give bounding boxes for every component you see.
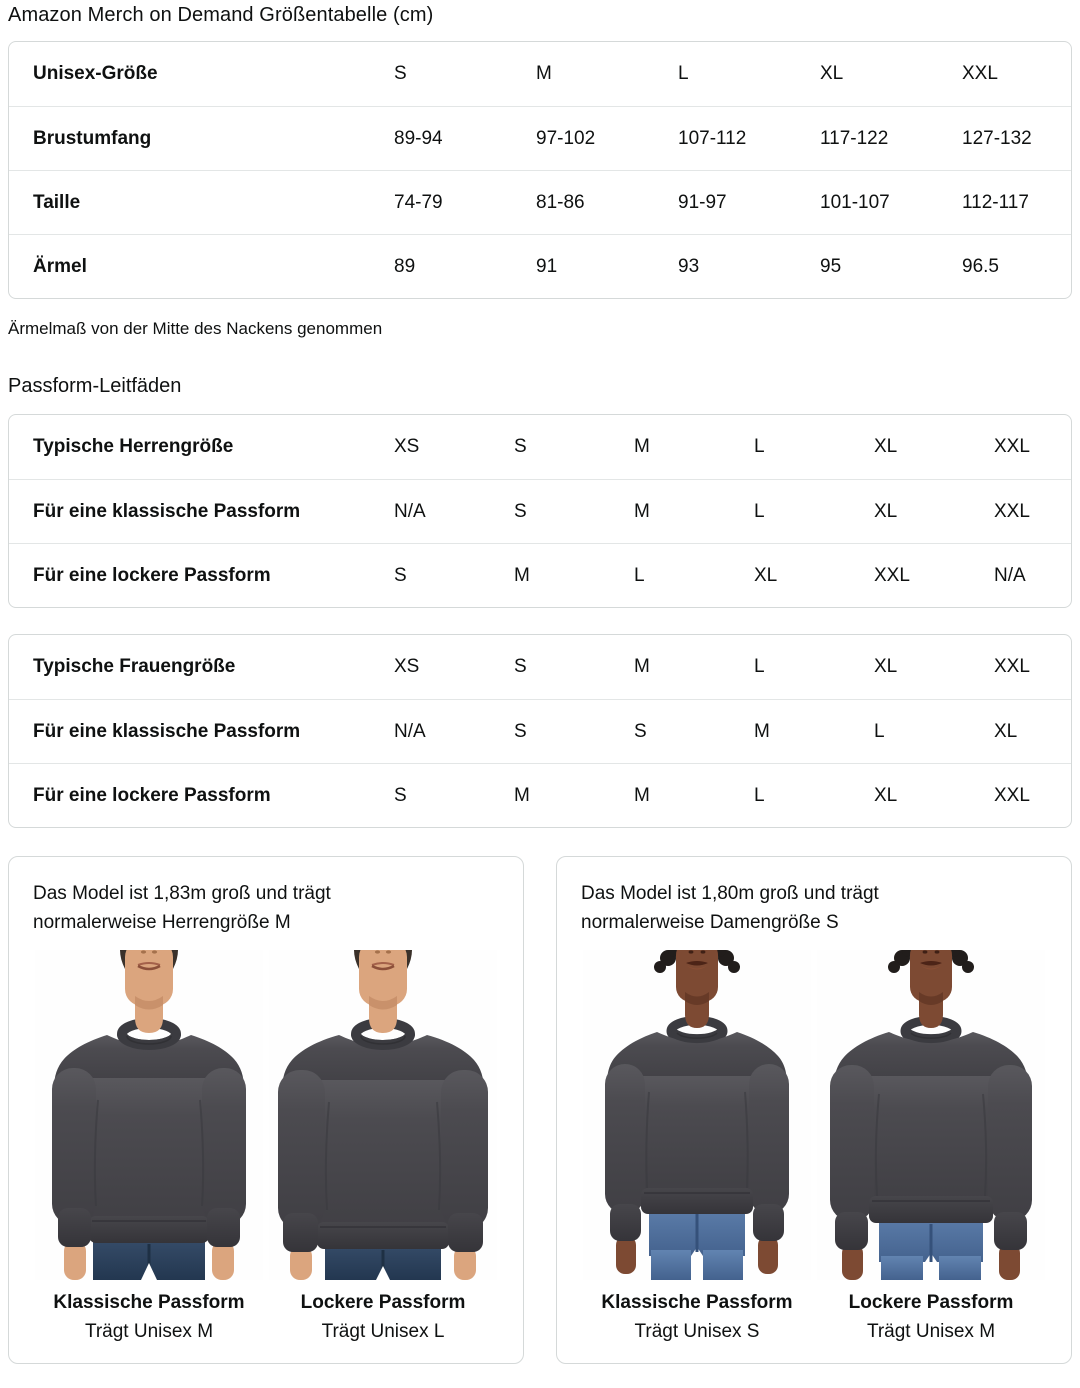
cell-value: N/A xyxy=(994,564,1026,586)
table-row xyxy=(9,635,1071,699)
table-row xyxy=(9,42,1071,106)
photo-female-loose xyxy=(817,950,1045,1343)
table-row xyxy=(9,699,1071,763)
cell-value: XXL xyxy=(994,436,1030,457)
cell-value: XL xyxy=(874,436,898,457)
sweatshirt xyxy=(278,1035,488,1236)
cell-value: S xyxy=(514,720,527,742)
fit-guides-heading: Passform-Leitfäden xyxy=(8,375,182,397)
cell-value: 91-97 xyxy=(678,191,727,213)
photo-male-loose xyxy=(269,950,497,1343)
size-label: Trägt Unisex M xyxy=(866,1320,996,1342)
cell-value: S xyxy=(514,656,527,677)
sleeve-measure-note: Ärmelmaß von der Mitte des Nackens genommen xyxy=(8,319,383,338)
table-row xyxy=(9,170,1071,234)
row-label: Ärmel xyxy=(33,255,87,277)
fit-label: Lockere Passform xyxy=(848,1291,1014,1313)
row-label: Für eine klassische Passform xyxy=(33,500,301,522)
cell-value: XL xyxy=(874,656,898,677)
size-label: Trägt Unisex L xyxy=(321,1320,445,1342)
cell-value: M xyxy=(754,720,770,742)
fit-label: Klassische Passform xyxy=(601,1291,793,1313)
row-label: Typische Frauengröße xyxy=(33,656,236,677)
table-row xyxy=(9,106,1071,170)
cell-value: 96.5 xyxy=(962,255,999,277)
cell-value: 117-122 xyxy=(820,127,889,149)
cell-value: 89-94 xyxy=(394,127,443,149)
row-label: Brustumfang xyxy=(33,127,152,149)
cell-value: 127-132 xyxy=(962,127,1032,149)
female-model-card xyxy=(556,856,1072,1364)
cell-value: S xyxy=(514,436,527,457)
fit-label: Lockere Passform xyxy=(300,1291,466,1313)
cell-value: XL xyxy=(754,564,778,586)
cell-value: XL xyxy=(994,720,1018,742)
cell-value: 112-117 xyxy=(962,191,1029,213)
sweatshirt xyxy=(52,1035,246,1230)
table-row xyxy=(9,543,1071,607)
cell-value: 89 xyxy=(394,255,416,277)
page-title: Amazon Merch on Demand Größentabelle (cm) xyxy=(8,4,434,26)
row-label: Unisex-Größe xyxy=(33,63,158,84)
cell-value: L xyxy=(678,63,689,84)
cell-value: S xyxy=(514,500,527,522)
table-row xyxy=(9,234,1071,298)
cell-value: N/A xyxy=(394,500,426,522)
cell-value: M xyxy=(634,436,650,457)
cell-value: XXL xyxy=(962,63,998,84)
table-row xyxy=(9,763,1071,827)
row-label: Für eine lockere Passform xyxy=(33,564,271,586)
table-row xyxy=(9,479,1071,543)
cell-value: M xyxy=(514,564,530,586)
cell-value: XXL xyxy=(874,564,910,586)
cell-value: L xyxy=(874,720,885,742)
photo-male-classic xyxy=(35,950,263,1343)
table-row xyxy=(9,415,1071,479)
row-label: Typische Herrengröße xyxy=(33,436,234,457)
cell-value: S xyxy=(394,564,407,586)
cell-value: XXL xyxy=(994,656,1030,677)
model-caption: Das Model ist 1,83m groß und trägt normalerweise Herrengröße M xyxy=(33,883,331,934)
cell-value: L xyxy=(754,436,765,457)
cell-value: S xyxy=(394,784,407,806)
photo-row xyxy=(581,950,1047,1343)
cell-value: XXL xyxy=(994,784,1030,806)
cell-value: XL xyxy=(874,784,898,806)
men-fit-table xyxy=(8,414,1072,608)
cell-value: XS xyxy=(394,436,420,457)
cell-value: 107-112 xyxy=(678,127,747,149)
cell-value: S xyxy=(634,720,647,742)
cell-value: M xyxy=(634,500,650,522)
cell-value: S xyxy=(394,63,407,84)
cell-value: 74-79 xyxy=(394,191,443,213)
model-caption: Das Model ist 1,80m groß und trägt normalerweise Damengröße S xyxy=(581,883,879,934)
size-label: Trägt Unisex S xyxy=(634,1320,760,1342)
cell-value: M xyxy=(634,656,650,677)
cell-value: M xyxy=(514,784,530,806)
cell-value: L xyxy=(754,656,765,677)
cell-value: XXL xyxy=(994,500,1030,522)
model-cards xyxy=(8,856,1072,1364)
fit-label: Klassische Passform xyxy=(53,1291,245,1313)
cell-value: L xyxy=(754,500,765,522)
cell-value: 95 xyxy=(820,255,842,277)
cell-value: L xyxy=(754,784,765,806)
cell-value: 91 xyxy=(536,255,558,277)
cell-value: 97-102 xyxy=(536,127,596,149)
unisex-size-table xyxy=(8,41,1072,299)
women-fit-table xyxy=(8,634,1072,828)
cell-value: N/A xyxy=(394,720,426,742)
size-label: Trägt Unisex M xyxy=(84,1320,214,1342)
male-classic-fit-photo xyxy=(35,950,263,1280)
cell-value: L xyxy=(634,564,645,586)
cell-value: 81-86 xyxy=(536,191,585,213)
female-loose-fit-photo xyxy=(817,950,1045,1280)
row-label: Für eine klassische Passform xyxy=(33,720,301,742)
sweatshirt xyxy=(605,1032,789,1214)
male-loose-fit-photo xyxy=(269,950,497,1280)
photo-female-classic xyxy=(583,950,811,1343)
row-label: Taille xyxy=(33,191,81,213)
cell-value: XL xyxy=(820,63,844,84)
cell-value: 93 xyxy=(678,255,700,277)
cell-value: M xyxy=(634,784,650,806)
cell-value: XL xyxy=(874,500,898,522)
female-classic-fit-photo xyxy=(583,950,811,1280)
cell-value: XS xyxy=(394,656,420,677)
male-model-card xyxy=(8,856,524,1364)
row-label: Für eine lockere Passform xyxy=(33,784,271,806)
sweatshirt xyxy=(830,1032,1032,1221)
cell-value: 101-107 xyxy=(820,191,890,213)
photo-row xyxy=(33,950,499,1343)
cell-value: M xyxy=(536,63,552,84)
